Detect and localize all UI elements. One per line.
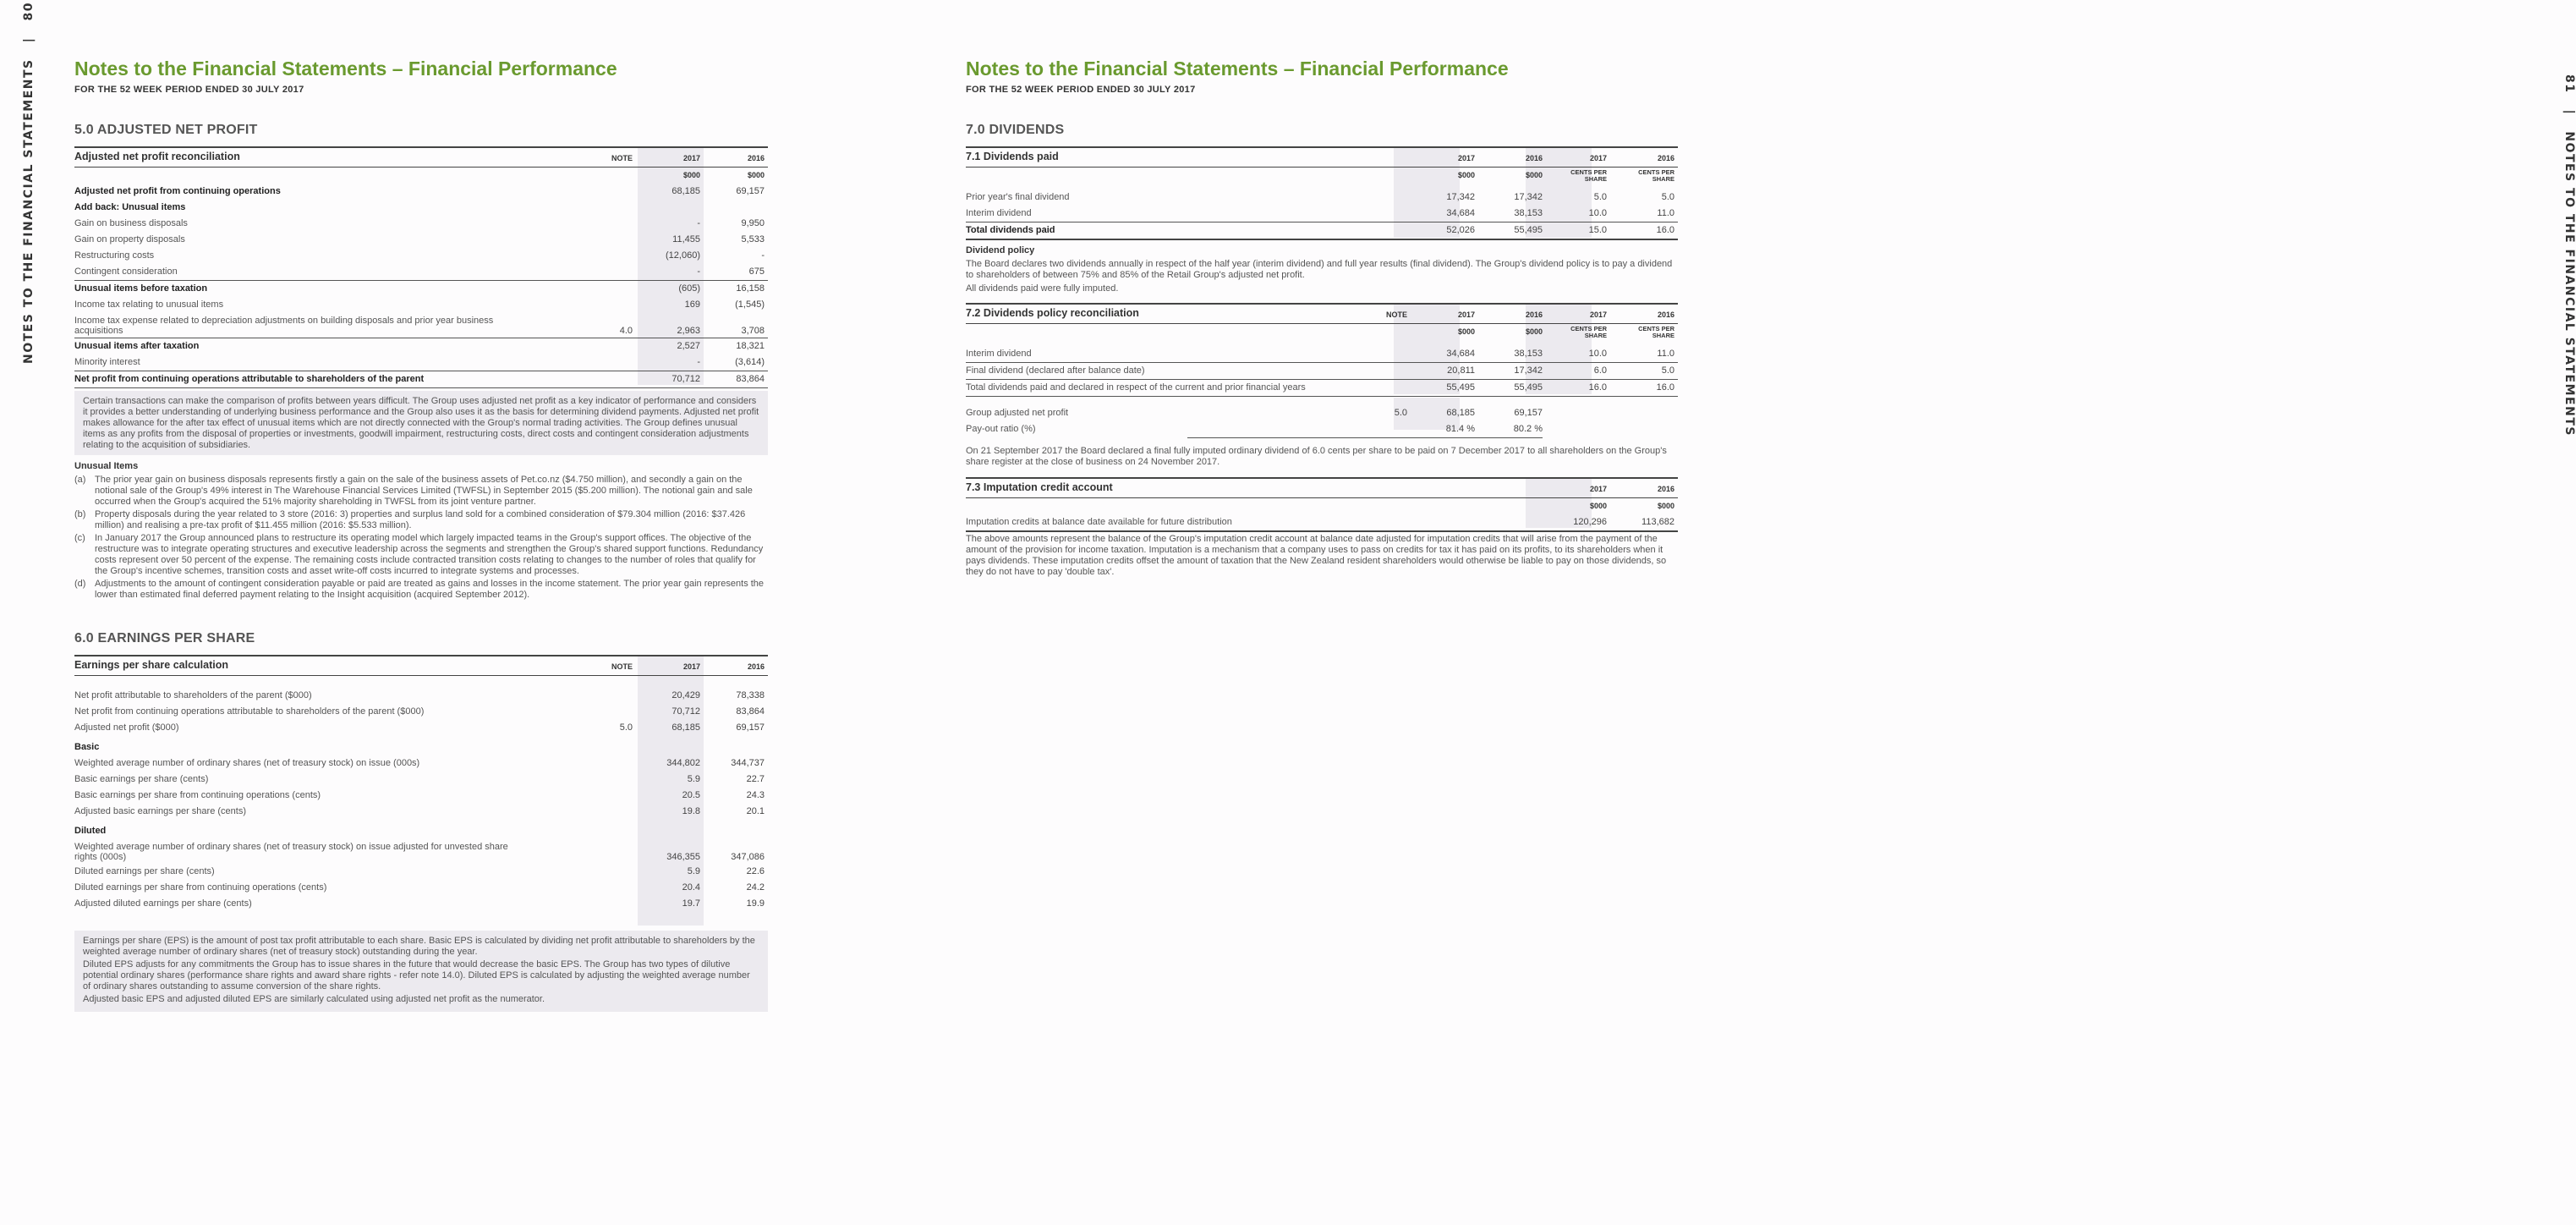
col-2017: 2017 [1457, 154, 1475, 162]
row-label: Net profit attributable to shareholders of the parent ($000) [74, 690, 312, 700]
table-row [966, 222, 1678, 240]
eps-explanation-paragraph: Adjusted basic EPS and adjusted diluted EPS are similarly calculated using adjusted net profit as the numerator. [83, 994, 545, 1004]
value-2017: 81.4 % [1445, 424, 1475, 434]
value-2016: 83,864 [736, 374, 765, 384]
imputation-explanation [966, 534, 1678, 578]
table-row [966, 346, 1678, 363]
page-title: Notes to the Financial Statements – Financial Performance [74, 58, 617, 80]
table-row [74, 896, 768, 912]
value-2017: 34,684 [1446, 208, 1475, 218]
eps-col-2017-header: 2017 [682, 662, 700, 671]
unit-2016: $000 [1525, 327, 1543, 336]
table-row [966, 190, 1678, 206]
dividend-policy-text: The Board declares two dividends annually in respect of the half year (interim dividend) and full year results (final dividend). The Group's dividend policy is to pay a dividend to shareholders of between 75% and 85% of the Retail Group's adjusted net profit. [966, 259, 1673, 280]
value-2017-cps: 5.0 [1593, 192, 1607, 202]
page-number: 81 [2562, 74, 2576, 94]
row-label: Gain on business disposals [74, 218, 188, 228]
row-label: Interim dividend [966, 208, 1032, 218]
value-2016: 80.2 % [1513, 424, 1543, 434]
value-2016-cps: 11.0 [1657, 208, 1674, 218]
adjusted-net-profit-explanation-box [74, 391, 768, 455]
right-side-banner: 81 | NOTES TO THE FINANCIAL STATEMENTS [2562, 74, 2576, 437]
value-2017-cps: 16.0 [1588, 382, 1607, 393]
section-heading-adjusted-net-profit: 5.0 ADJUSTED NET PROFIT [74, 123, 258, 137]
eps-explanation-paragraph: Diluted EPS adjusts for any commitments the Group has to issue shares in the future that would decrease the basic EPS. The Group has two types of dilutive potential ordinary shares (performance share rights and award share rights - refer note 14.0). Diluted EPS is calculated by adjusting the weighted average number of ordinary shares outstanding to assume conversion of the share rights. [83, 959, 750, 992]
row-label: Weighted average number of ordinary shares (net of treasury stock) on issue (000s) [74, 758, 420, 768]
imputation-units [966, 498, 1678, 514]
earnings-per-share-table [74, 655, 768, 912]
value-2017: 55,495 [1446, 382, 1475, 393]
dividend-policy-heading: Dividend policy [966, 245, 1035, 255]
page-number: 80 [22, 2, 36, 21]
col-2017: 2017 [1457, 310, 1475, 319]
table-row [966, 363, 1678, 380]
col-2017-cps: 2017 [1589, 154, 1607, 162]
value-2016: - [761, 250, 765, 261]
payout-row [966, 405, 1678, 421]
table-row [74, 371, 768, 388]
value-2016: (1,545) [735, 299, 765, 310]
item-key: (c) [74, 533, 85, 543]
table-row [74, 720, 768, 736]
value-2016: 22.6 [746, 866, 765, 876]
unusual-item [74, 579, 768, 601]
dividends-paid-table [966, 146, 1678, 240]
value-2016: 18,321 [736, 341, 765, 351]
col-note: NOTE [1385, 310, 1407, 319]
eps-table-header [74, 655, 768, 676]
item-text: Property disposals during the year related to 3 store (2016: 3) properties and surplus land sold for a combined consideration of $79.304 million (2016: $37.426 million) and realising a pre-tax profit of $11.455 million (2016: $5.533 million). [95, 509, 746, 530]
unit-2016: $000 [1525, 171, 1543, 179]
table-row [74, 248, 768, 264]
value-2016: 20.1 [746, 806, 765, 816]
table-row [74, 755, 768, 772]
eps-col-note-header: NOTE [611, 662, 633, 671]
table-row [74, 880, 768, 896]
value-2016-cps: 5.0 [1661, 365, 1674, 376]
subsection-row [74, 820, 768, 839]
value-2016: 38,153 [1514, 208, 1543, 218]
unusual-items-list [74, 475, 768, 601]
col-2017-cps: 2017 [1589, 310, 1607, 319]
value-2017: - [697, 357, 700, 367]
dividend-policy [966, 245, 1678, 294]
page-title: Notes to the Financial Statements – Financial Performance [966, 58, 1509, 80]
row-label: Unusual items before taxation [74, 283, 208, 294]
value-2017: 20.5 [682, 790, 700, 800]
value-2017: - [697, 218, 700, 228]
unit-2016-cps: CENTS PER SHARE [1638, 325, 1674, 339]
value-2016-cps: 11.0 [1657, 349, 1674, 359]
dividends-paid-units [966, 168, 1678, 190]
value-2017: 70,712 [671, 374, 700, 384]
unit-2017-cps: CENTS PER SHARE [1570, 168, 1607, 183]
col-note-header: NOTE [611, 154, 633, 162]
row-label: Final dividend (declared after balance date) [966, 365, 1145, 376]
unusual-item [74, 475, 768, 508]
page-subtitle: FOR THE 52 WEEK PERIOD ENDED 30 JULY 2017 [74, 85, 304, 95]
eps-col-2016-header: 2016 [747, 662, 765, 671]
unusual-items-notes [74, 461, 768, 602]
page-subtitle: FOR THE 52 WEEK PERIOD ENDED 30 JULY 2017 [966, 85, 1196, 95]
dividends-policy-units [966, 324, 1678, 346]
value-2017: 17,342 [1446, 192, 1475, 202]
section-heading-dividends: 7.0 DIVIDENDS [966, 123, 1065, 137]
row-note: 5.0 [1394, 408, 1407, 418]
subsection-label: Diluted [74, 826, 107, 836]
item-text: Adjustments to the amount of contingent consideration payable or paid are treated as gains and losses in the income statement. The prior year gain represents the lower than estimated final deferred payment relating to the Insight acquisition (acquired September 2012). [95, 579, 765, 600]
item-key: (a) [74, 475, 86, 485]
table-header [74, 146, 768, 168]
unit-2016: $000 [1657, 502, 1674, 510]
table-row [74, 704, 768, 720]
row-label: Basic earnings per share (cents) [74, 774, 209, 784]
unit-2017: $000 [682, 171, 700, 179]
value-2016: 69,157 [736, 186, 765, 196]
unit-2017-cps: CENTS PER SHARE [1570, 325, 1607, 339]
payout-row [966, 421, 1543, 438]
value-2017: 20,811 [1447, 365, 1475, 376]
value-2016: 3,708 [741, 326, 765, 336]
value-2017: 346,355 [666, 852, 700, 862]
unusual-item [74, 509, 768, 531]
eps-explanation-box [74, 931, 768, 1012]
units-row [74, 168, 768, 184]
item-text: In January 2017 the Group announced plans to restructure its operating model which largely impacted teams in the Group's support offices. The objective of the restructure was to integrate operating structures and executive leadership across the segments and strengthen the Group's shared support functions. Redundancy costs represent over 50 percent of the expense. The remaining costs include contracted transition costs relating to changes to the number of roles that qualify for the Group's incentive schemes, transition costs and asset write-off costs incurred to integrate systems and processes. [95, 533, 764, 576]
value-2017: 68,185 [671, 722, 700, 733]
row-label: Total dividends paid [966, 225, 1055, 235]
row-label: Gain on property disposals [74, 234, 185, 244]
table-row [74, 788, 768, 804]
value-2017: 5.9 [687, 774, 700, 784]
col-2017-header: 2017 [682, 154, 700, 162]
table-row [74, 264, 768, 281]
value-2017: 2,527 [677, 341, 700, 351]
value-2016: 347,086 [731, 852, 765, 862]
row-label: Income tax relating to unusual items [74, 299, 224, 310]
dividends-policy-table [966, 303, 1678, 438]
value-2016: 78,338 [736, 690, 765, 700]
unit-2017: $000 [1457, 171, 1475, 179]
table-row [74, 688, 768, 704]
imputation-title: 7.3 Imputation credit account [966, 481, 1113, 493]
table-row [74, 232, 768, 248]
dividends-paid-title: 7.1 Dividends paid [966, 151, 1059, 162]
value-2016: 69,157 [1514, 408, 1543, 418]
unit-2016: $000 [747, 171, 765, 179]
value-2017-cps: 15.0 [1588, 225, 1607, 235]
col-2016: 2016 [1525, 310, 1543, 319]
imputation-row [966, 514, 1678, 532]
row-label: Net profit from continuing operations attributable to shareholders of the parent [74, 374, 425, 384]
value-2016: 17,342 [1514, 192, 1543, 202]
dividend-policy-text-2: All dividends paid were fully imputed. [966, 283, 1119, 294]
value-2016-cps: 16.0 [1656, 382, 1674, 393]
value-2017-cps: 10.0 [1588, 208, 1607, 218]
item-key: (d) [74, 579, 86, 589]
row-label: Diluted earnings per share from continuing operations (cents) [74, 882, 327, 893]
value-2017: 68,185 [1446, 408, 1475, 418]
left-side-banner: NOTES TO THE FINANCIAL STATEMENTS | 80 [22, 2, 36, 364]
row-label: Prior year's final dividend [966, 192, 1070, 202]
dividends-paid-rows [966, 190, 1678, 240]
value-2016: 22.7 [746, 774, 765, 784]
value-2016: 113,682 [1642, 517, 1674, 527]
explanation-text: Certain transactions can make the comparison of profits between years difficult. The Group uses adjusted net profit as a key indicator of performance and considers it provides a better understanding of underlying business performance and the Group also uses it as the basis for determining dividend payments. Adjusted net profit makes allowance for the after tax effect of unusual items which are not directly connected with the Group's normal trading activities. The Group defines unusual items as any profits from the disposal of properties or investments, goodwill impairment, restructuring costs, direct costs and contingent consideration adjustments relating to the acquisition of subsidiaries. [83, 396, 759, 450]
eps-explanation-paragraph: Earnings per share (EPS) is the amount of post tax profit attributable to each share. Basic EPS is calculated by dividing net profit attributable to shareholders by the weighted average number of ordinary shares (net of treasury stock) outstanding during the year. [83, 936, 755, 957]
value-2017: (605) [678, 283, 700, 294]
table-row [74, 354, 768, 371]
payout-rows [966, 405, 1678, 438]
dividends-paid-header [966, 146, 1678, 168]
value-2017: 70,712 [671, 706, 700, 717]
value-2017: 34,684 [1446, 349, 1475, 359]
col-2016-header: 2016 [747, 154, 765, 162]
value-2016: 69,157 [736, 722, 765, 733]
row-label: Weighted average number of ordinary shares (net of treasury stock) on issue adjusted for unvested share rights (000s) [74, 842, 508, 862]
value-2017-cps: 6.0 [1593, 365, 1607, 376]
left-page [0, 0, 866, 1225]
unusual-items-heading: Unusual Items [74, 461, 139, 471]
section-heading-earnings-per-share: 6.0 EARNINGS PER SHARE [74, 631, 255, 645]
value-2016: 55,495 [1514, 382, 1543, 393]
dividends-policy-header [966, 303, 1678, 324]
value-2016: 38,153 [1514, 349, 1543, 359]
value-2017: 68,185 [671, 186, 700, 196]
value-2017: 120,296 [1573, 517, 1607, 527]
table-row [74, 297, 768, 313]
value-2016: (3,614) [735, 357, 765, 367]
eps-table-title: Earnings per share calculation [74, 659, 229, 671]
row-note: 4.0 [619, 326, 633, 336]
col-2016-cps: 2016 [1657, 154, 1674, 162]
adjusted-net-profit-table [74, 146, 768, 388]
item-text: The prior year gain on business disposals represents firstly a gain on the sale of the business assets of Pet.co.nz ($4.750 million), and secondly a gain on the notional sale of the Group's 49% interest in The Warehouse Financial Services Limited (TWFSL) in September 2015 ($5.200 million). The notional gain and sale occurred when the Group's acquired the 51% majority shareholding in TWFSL from its joint venture partner. [95, 475, 753, 507]
row-label: Adjusted net profit from continuing operations [74, 186, 281, 196]
value-2017: 5.9 [687, 866, 700, 876]
row-label: Add back: Unusual items [74, 202, 186, 212]
value-2017-cps: 10.0 [1588, 349, 1607, 359]
spacer-row [74, 676, 768, 688]
value-2016: 675 [748, 266, 765, 277]
unusual-item [74, 533, 768, 577]
table-row [74, 772, 768, 788]
table-row [74, 281, 768, 297]
value-2017: 344,802 [666, 758, 700, 768]
value-2017: 11,455 [672, 234, 700, 244]
table-row [74, 839, 768, 864]
row-label: Net profit from continuing operations attributable to shareholders of the parent ($000) [74, 706, 425, 717]
table-row [74, 216, 768, 232]
final-dividend-note [966, 446, 1678, 468]
row-label: Adjusted basic earnings per share (cents) [74, 806, 246, 816]
row-label: Income tax expense related to depreciation adjustments on building disposals and prior year business acquisitions [74, 316, 494, 336]
value-2016-cps: 16.0 [1656, 225, 1674, 235]
row-label: Adjusted diluted earnings per share (cents) [74, 898, 252, 909]
imputation-header [966, 477, 1678, 498]
row-label: Pay-out ratio (%) [966, 424, 1036, 434]
eps-rows [74, 676, 768, 912]
row-note: 5.0 [619, 722, 633, 733]
unit-2017: $000 [1589, 502, 1607, 510]
value-2016: 24.2 [746, 882, 765, 893]
row-label: Unusual items after taxation [74, 341, 200, 351]
right-page [866, 0, 2576, 1225]
col-2017: 2017 [1589, 485, 1607, 493]
row-label: Contingent consideration [74, 266, 178, 277]
table-row [74, 804, 768, 820]
dividends-policy-title: 7.2 Dividends policy reconciliation [966, 307, 1139, 319]
table-row [74, 338, 768, 354]
table-row [74, 313, 768, 338]
row-label: Total dividends paid and declared in respect of the current and prior financial years [966, 382, 1306, 393]
value-2017: - [697, 266, 700, 277]
table-row [966, 380, 1678, 397]
value-2016: 16,158 [736, 283, 765, 294]
value-2016: 24.3 [746, 790, 765, 800]
value-2017: 52,026 [1446, 225, 1475, 235]
unit-2016-cps: CENTS PER SHARE [1638, 168, 1674, 183]
value-2016: 5,533 [741, 234, 765, 244]
item-key: (b) [74, 509, 86, 519]
value-2017: 19.7 [682, 898, 700, 909]
table-row [74, 184, 768, 200]
imputation-explanation-text: The above amounts represent the balance of the Group's imputation credit account at balance date adjusted for imputation credits that will arise from the payment of the amount of the provision for income taxation. Imputation is a mechanism that a company uses to pass on credits for tax it has paid on its profits, to its shareholders when it pays dividends. These imputation credits offset the amount of taxation that the New Zealand resident shareholders would otherwise be liable to pay on those dividends, so they do not have to pay 'double tax'. [966, 534, 1667, 577]
value-2017: (12,060) [666, 250, 700, 261]
final-dividend-note-text: On 21 September 2017 the Board declared a final fully imputed ordinary dividend of 6.0 cents per share to be paid on 7 December 2017 to all shareholders on the Group's share register at the close of business on 24 November 2017. [966, 446, 1667, 467]
value-2016: 83,864 [736, 706, 765, 717]
table-title: Adjusted net profit reconciliation [74, 151, 240, 162]
value-2016-cps: 5.0 [1661, 192, 1674, 202]
value-2017: 19.8 [682, 806, 700, 816]
value-2017: 20.4 [682, 882, 700, 893]
table-row [74, 864, 768, 880]
row-label: Group adjusted net profit [966, 408, 1069, 418]
value-2016: 17,342 [1514, 365, 1543, 376]
row-label: Interim dividend [966, 349, 1032, 359]
value-2016: 9,950 [741, 218, 765, 228]
value-2017: 2,963 [677, 326, 700, 336]
row-label: Imputation credits at balance date available for future distribution [966, 517, 1232, 527]
table-row [74, 200, 768, 216]
side-section-label: NOTES TO THE FINANCIAL STATEMENTS [22, 58, 36, 364]
subsection-row [74, 736, 768, 755]
row-label: Adjusted net profit ($000) [74, 722, 179, 733]
value-2016: 344,737 [731, 758, 765, 768]
value-2017: 20,429 [671, 690, 700, 700]
value-2016: 55,495 [1514, 225, 1543, 235]
subsection-label: Basic [74, 742, 100, 752]
table-row [966, 206, 1678, 222]
unit-2017: $000 [1457, 327, 1475, 336]
row-label: Basic earnings per share from continuing operations (cents) [74, 790, 321, 800]
col-2016: 2016 [1657, 485, 1674, 493]
col-2016-cps: 2016 [1657, 310, 1674, 319]
imputation-credit-table [966, 477, 1678, 532]
row-label: Restructuring costs [74, 250, 155, 261]
side-section-label: NOTES TO THE FINANCIAL STATEMENTS [2562, 131, 2576, 437]
dividends-policy-rows [966, 346, 1678, 397]
row-label: Diluted earnings per share (cents) [74, 866, 215, 876]
row-label: Minority interest [74, 357, 140, 367]
adjusted-net-profit-rows [74, 184, 768, 388]
col-2016: 2016 [1525, 154, 1543, 162]
value-2017: 169 [684, 299, 700, 310]
value-2016: 19.9 [746, 898, 765, 909]
